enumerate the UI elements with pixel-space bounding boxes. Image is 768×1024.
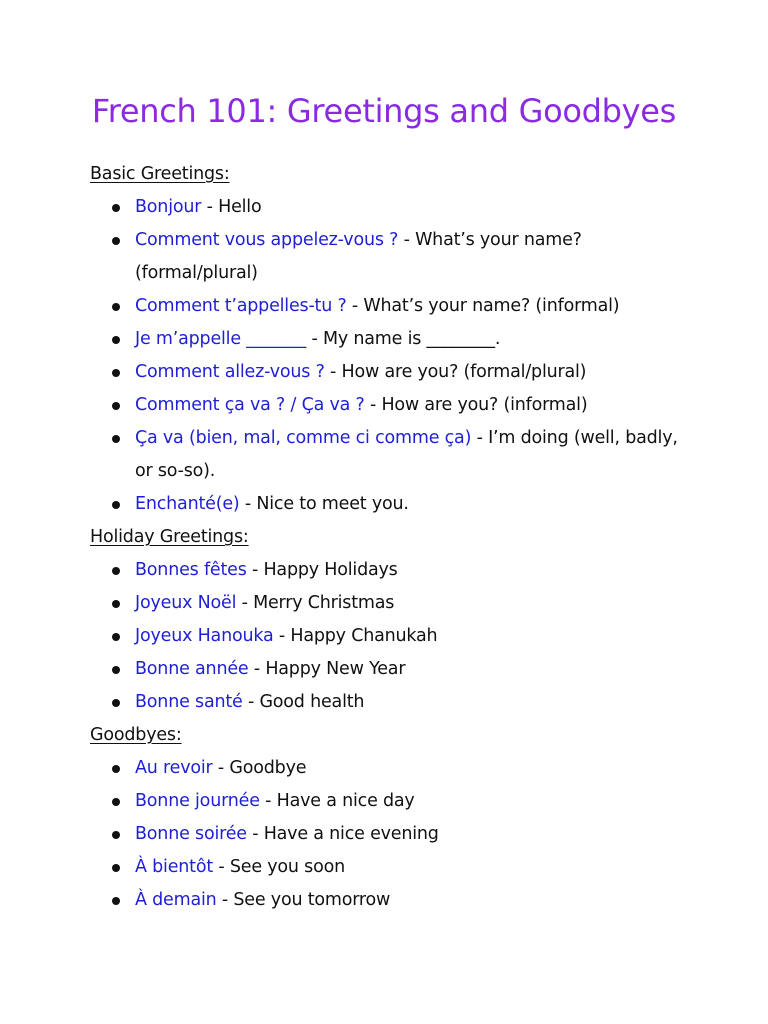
list-item <box>90 290 690 323</box>
list-item <box>90 224 690 290</box>
separator: - <box>246 560 264 580</box>
section-heading-holiday-greetings: Holiday Greetings: <box>90 527 249 547</box>
english-translation: Have a nice evening <box>263 824 439 844</box>
separator: - <box>259 791 277 811</box>
french-phrase: Bonne journée <box>135 791 260 811</box>
english-translation: Happy Chanukah <box>290 626 438 646</box>
bullet-icon <box>112 303 120 311</box>
english-translation: I’m doing (well, badly, or so-so). <box>135 428 678 481</box>
section-heading-goodbyes: Goodbyes: <box>90 725 182 745</box>
separator: - <box>242 692 260 712</box>
french-phrase: Au revoir <box>135 758 213 778</box>
list-item <box>90 884 690 917</box>
separator: - <box>201 197 219 217</box>
phrase-list <box>90 752 690 917</box>
french-phrase: Ça va (bien, mal, comme ci comme ça) <box>135 428 472 448</box>
english-translation: How are you? (informal) <box>381 395 588 415</box>
english-translation: Have a nice day <box>276 791 415 811</box>
english-translation: Hello <box>218 197 262 217</box>
english-translation: See you soon <box>229 857 345 877</box>
list-item <box>90 752 690 785</box>
list-item <box>90 653 690 686</box>
french-phrase: Bonjour <box>135 197 202 217</box>
phrase-list <box>90 554 690 719</box>
bullet-icon <box>112 237 120 245</box>
separator: - <box>273 626 291 646</box>
french-phrase: Bonne santé <box>135 692 243 712</box>
french-phrase: Bonne année <box>135 659 249 679</box>
list-item <box>90 620 690 653</box>
bullet-icon <box>112 600 120 608</box>
bullet-icon <box>112 501 120 509</box>
english-translation: What’s your name? (informal) <box>363 296 620 316</box>
french-phrase: À demain <box>135 890 217 910</box>
bullet-icon <box>112 633 120 641</box>
french-phrase: Comment allez-vous ? <box>135 362 325 382</box>
document-body <box>90 158 690 917</box>
list-item <box>90 323 690 356</box>
bullet-icon <box>112 435 120 443</box>
french-phrase: Comment t’appelles-tu ? <box>135 296 347 316</box>
page-title: French 101: Greetings and Goodbyes <box>91 92 677 130</box>
list-item <box>90 389 690 422</box>
list-item <box>90 422 690 488</box>
bullet-icon <box>112 798 120 806</box>
bullet-icon <box>112 765 120 773</box>
french-phrase: Comment ça va ? / Ça va ? <box>135 395 365 415</box>
english-translation: Happy New Year <box>265 659 406 679</box>
english-translation: Merry Christmas <box>253 593 395 613</box>
bullet-icon <box>112 897 120 905</box>
list-item <box>90 686 690 719</box>
bullet-icon <box>112 864 120 872</box>
english-translation: How are you? (formal/plural) <box>341 362 587 382</box>
bullet-icon <box>112 336 120 344</box>
separator: - <box>306 329 323 349</box>
french-phrase: Je m’appelle _______ <box>135 329 307 349</box>
french-phrase: Enchanté(e) <box>135 494 240 514</box>
separator: - <box>364 395 382 415</box>
english-translation: Good health <box>259 692 365 712</box>
bullet-icon <box>112 204 120 212</box>
bullet-icon <box>112 567 120 575</box>
separator: - <box>246 824 264 844</box>
list-item <box>90 488 690 521</box>
bullet-icon <box>112 369 120 377</box>
bullet-icon <box>112 666 120 674</box>
french-phrase: Bonne soirée <box>135 824 247 844</box>
english-translation: Nice to meet you. <box>256 494 409 514</box>
list-item <box>90 356 690 389</box>
english-translation: What’s your name? (formal/plural) <box>135 230 582 283</box>
phrase-list <box>90 191 690 521</box>
separator: - <box>213 857 230 877</box>
english-translation: My name is ________. <box>322 329 501 349</box>
french-phrase: Joyeux Hanouka <box>135 626 274 646</box>
bullet-icon <box>112 402 120 410</box>
french-phrase: À bientôt <box>135 857 213 877</box>
list-item <box>90 818 690 851</box>
separator: - <box>216 890 234 910</box>
list-item <box>90 851 690 884</box>
section-heading-basic-greetings: Basic Greetings: <box>90 164 230 184</box>
french-phrase: Bonnes fêtes <box>135 560 247 580</box>
english-translation: Happy Holidays <box>263 560 398 580</box>
list-item <box>90 587 690 620</box>
list-item <box>90 191 690 224</box>
french-phrase: Joyeux Noël <box>135 593 237 613</box>
separator: - <box>239 494 257 514</box>
english-translation: Goodbye <box>229 758 307 778</box>
bullet-icon <box>112 699 120 707</box>
bullet-icon <box>112 831 120 839</box>
separator: - <box>398 230 416 250</box>
separator: - <box>324 362 342 382</box>
separator: - <box>212 758 230 778</box>
separator: - <box>471 428 489 448</box>
french-phrase: Comment vous appelez-vous ? <box>135 230 399 250</box>
list-item <box>90 554 690 587</box>
separator: - <box>248 659 266 679</box>
separator: - <box>236 593 254 613</box>
english-translation: See you tomorrow <box>233 890 391 910</box>
list-item <box>90 785 690 818</box>
separator: - <box>346 296 364 316</box>
